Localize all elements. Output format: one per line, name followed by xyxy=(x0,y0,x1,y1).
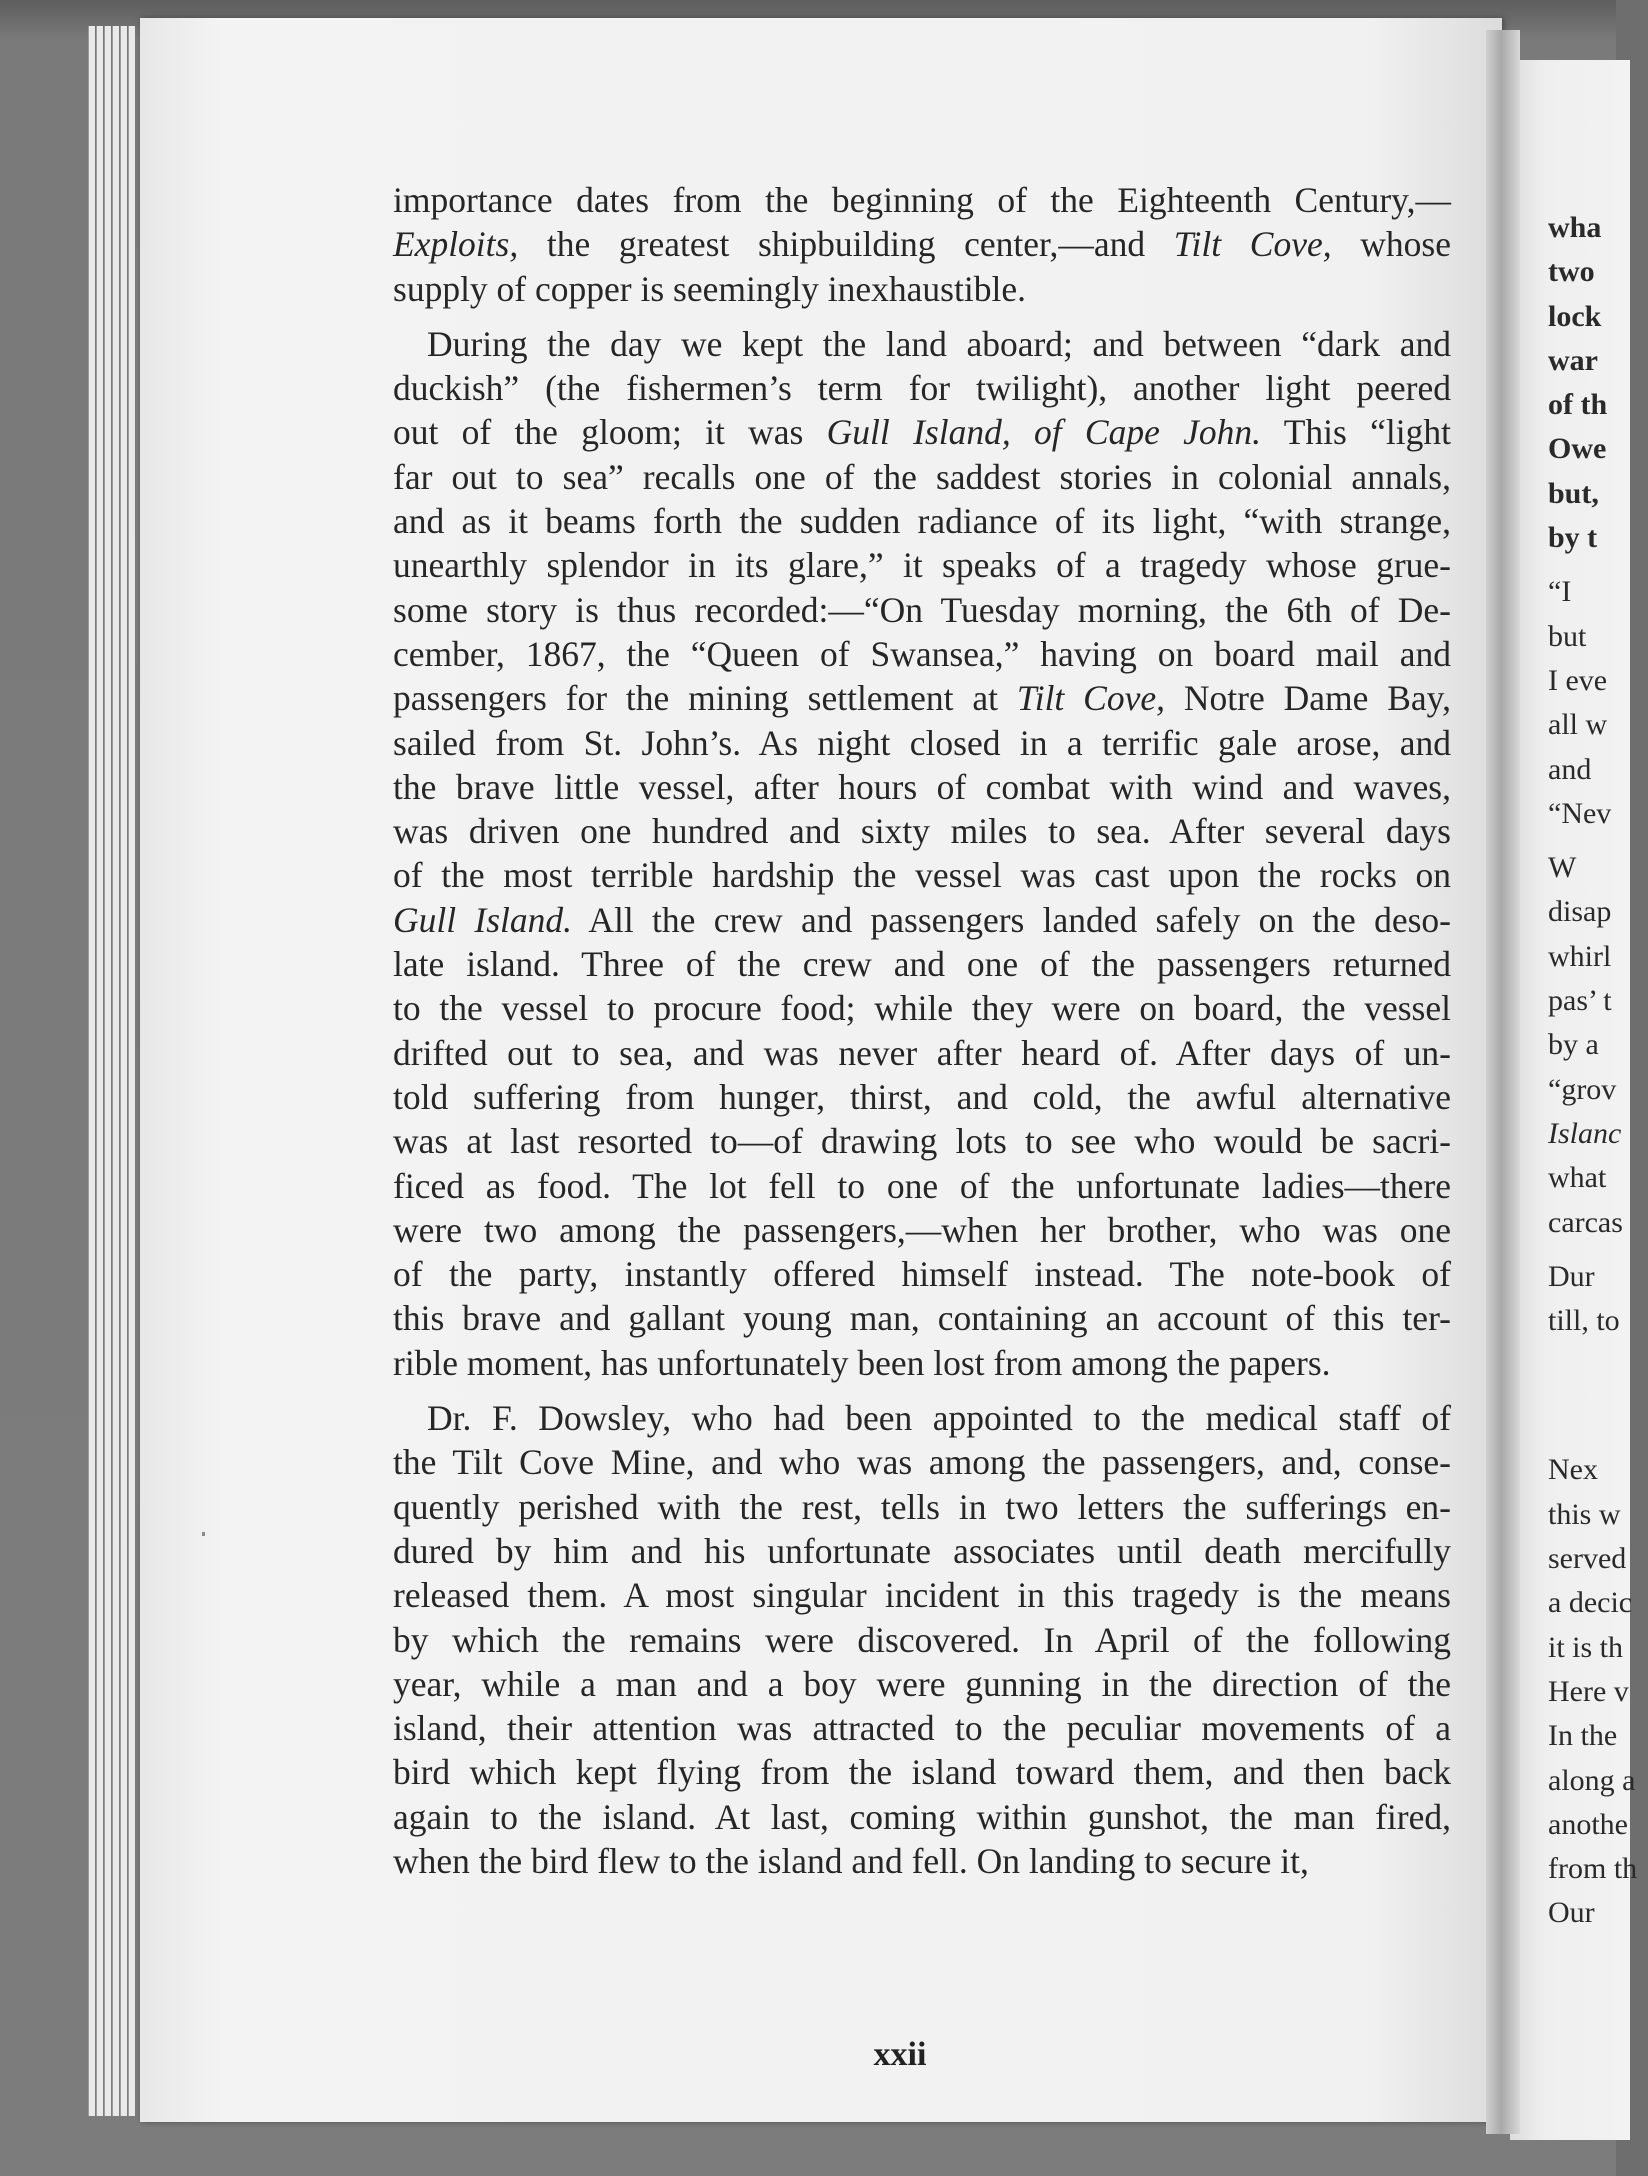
facing-text-fragment: In the xyxy=(1548,1719,1618,1753)
text-line: bird which kept flying from the island toward them, and then back xyxy=(393,1752,1451,1793)
paragraph xyxy=(393,178,1451,311)
text-line: were two among the passengers,—when her brother, who was one xyxy=(393,1209,1451,1250)
text-line: told suffering from hunger, thirst, and cold, the awful alternative xyxy=(393,1076,1451,1117)
facing-text-fragment: Nex xyxy=(1548,1453,1598,1487)
facing-text-fragment: by t xyxy=(1548,521,1598,555)
facing-text-fragment: carcas xyxy=(1548,1205,1623,1239)
facing-text-fragment: wha xyxy=(1548,211,1602,244)
text-line: of the party, instantly offered himself instead. The note-book of xyxy=(393,1254,1451,1295)
text-line: when the bird flew to the island and fell. On landing to secure it, xyxy=(393,1840,1309,1881)
facing-text-fragment: till, to xyxy=(1548,1304,1620,1338)
facing-text-fragment: whirl xyxy=(1548,939,1612,973)
text-line: duckish” (the fishermen’s term for twilight), another light peered xyxy=(393,368,1451,409)
text-line: sailed from St. John’s. As night closed in a terrific gale arose, and xyxy=(393,722,1451,763)
facing-text-fragment: I eve xyxy=(1548,663,1608,697)
facing-page-text-fragments xyxy=(1548,206,1648,1936)
text-line: rible moment, has unfortunately been lost from among the papers. xyxy=(393,1342,1331,1383)
facing-text-fragment: but, xyxy=(1548,476,1599,510)
facing-text-fragment: but xyxy=(1548,619,1587,653)
facing-text-fragment: disap xyxy=(1548,895,1612,929)
paragraph xyxy=(393,1396,1451,1883)
text-line: to the vessel to procure food; while they were on board, the vessel xyxy=(393,988,1451,1029)
text-line: cember, 1867, the “Queen of Swansea,” having on board mail and xyxy=(393,633,1451,674)
text-line: the Tilt Cove Mine, and who was among the passengers, and, conse- xyxy=(393,1442,1451,1483)
text-line: supply of copper is seemingly inexhaustible. xyxy=(393,268,1026,309)
text-line: year, while a man and a boy were gunning in the direction of the xyxy=(393,1663,1451,1704)
facing-text-fragment: by a xyxy=(1548,1028,1599,1062)
facing-text-fragment: Dur xyxy=(1548,1259,1595,1293)
text-line: unearthly splendor in its glare,” it speaks of a tragedy whose grue- xyxy=(393,545,1451,586)
facing-text-fragment: anothe xyxy=(1548,1807,1628,1841)
facing-text-fragment: war xyxy=(1548,343,1598,377)
facing-text-fragment: along a xyxy=(1548,1763,1636,1797)
facing-text-fragment: two xyxy=(1548,255,1595,289)
text-line: Dr. F. Dowsley, who had been appointed to the medical staff of xyxy=(427,1398,1451,1439)
facing-text-fragment: from th xyxy=(1548,1852,1638,1886)
text-line: again to the island. At last, coming within gunshot, the man fired, xyxy=(393,1796,1451,1837)
paper-speck xyxy=(202,1532,205,1536)
text-line: island, their attention was attracted to the peculiar movements of a xyxy=(393,1708,1451,1749)
text-line: quently perished with the rest, tells in two letters the sufferings en- xyxy=(393,1486,1451,1527)
text-line: ficed as food. The lot fell to one of the unfortunate ladies—there xyxy=(393,1165,1451,1206)
facing-text-fragment: pas’ t xyxy=(1548,984,1612,1018)
facing-text-fragment: Our xyxy=(1548,1896,1595,1930)
text-line: late island. Three of the crew and one of the passengers returned xyxy=(393,944,1451,985)
text-line: released them. A most singular incident in this tragedy is the means xyxy=(393,1575,1451,1616)
paragraph xyxy=(393,322,1451,1385)
text-line: this brave and gallant young man, containing an account of this ter- xyxy=(393,1298,1451,1339)
facing-text-fragment: what xyxy=(1548,1161,1607,1195)
facing-text-fragment: Owe xyxy=(1548,432,1607,466)
facing-text-fragment: of th xyxy=(1548,388,1608,422)
page-body-text xyxy=(393,178,1451,1883)
text-line: out of the gloom; it was Gull Island, of Cape John. This “light xyxy=(393,412,1451,453)
facing-text-fragment: W xyxy=(1548,851,1577,885)
text-line: passengers for the mining settlement at Tilt Cove, Notre Dame Bay, xyxy=(393,678,1451,719)
facing-text-fragment: “I xyxy=(1548,575,1572,609)
facing-text-fragment: served xyxy=(1548,1542,1627,1576)
facing-text-fragment: it is th xyxy=(1548,1630,1624,1664)
text-line: importance dates from the beginning of the Eighteenth Century,— xyxy=(393,180,1451,220)
facing-text-fragment: Here v xyxy=(1548,1674,1629,1708)
book-gutter xyxy=(1486,30,1520,2134)
text-line: During the day we kept the land aboard; and between “dark and xyxy=(427,323,1451,364)
text-line: was driven one hundred and sixty miles to sea. After several days xyxy=(393,811,1451,852)
text-line: drifted out to sea, and was never after heard of. After days of un- xyxy=(393,1032,1451,1073)
text-line: Gull Island. All the crew and passengers landed safely on the deso- xyxy=(393,899,1451,940)
facing-text-fragment: a decic xyxy=(1548,1586,1633,1620)
text-line: the brave little vessel, after hours of combat with wind and waves, xyxy=(393,766,1451,807)
text-line: by which the remains were discovered. In April of the following xyxy=(393,1619,1451,1660)
text-line: of the most terrible hardship the vessel was cast upon the rocks on xyxy=(393,855,1451,896)
facing-text-fragment: “grov xyxy=(1548,1072,1617,1106)
facing-text-fragment: “Nev xyxy=(1548,796,1612,830)
facing-text-fragment: this w xyxy=(1548,1497,1621,1531)
facing-text-fragment: Islanc xyxy=(1548,1116,1622,1150)
text-line: far out to sea” recalls one of the saddest stories in colonial annals, xyxy=(393,456,1451,497)
text-line: was at last resorted to—of drawing lots to see who would be sacri- xyxy=(393,1121,1451,1162)
facing-text-fragment: all w xyxy=(1548,708,1608,742)
facing-text-fragment: lock xyxy=(1548,299,1602,333)
text-line: some story is thus recorded:—“On Tuesday morning, the 6th of De- xyxy=(393,589,1451,630)
page-number: xxii xyxy=(873,2036,927,2073)
text-line: dured by him and his unfortunate associates until death mercifully xyxy=(393,1530,1451,1571)
text-line: and as it beams forth the sudden radiance of its light, “with strange, xyxy=(393,501,1451,542)
text-line: Exploits, the greatest shipbuilding center,—and Tilt Cove, whose xyxy=(393,224,1451,265)
facing-text-fragment: and xyxy=(1548,752,1592,786)
